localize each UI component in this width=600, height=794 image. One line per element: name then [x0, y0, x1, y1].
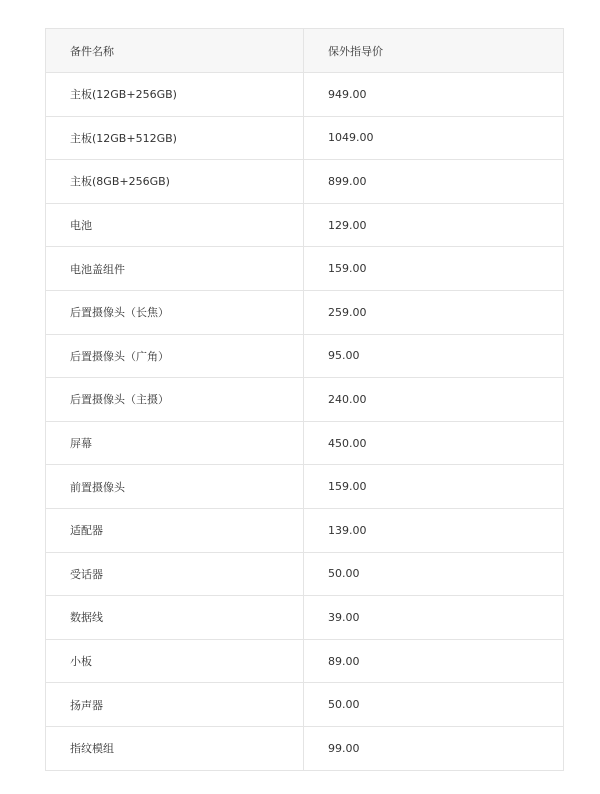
part-name-cell: 前置摄像头: [46, 465, 304, 509]
part-name-cell: 主板(8GB+256GB): [46, 160, 304, 204]
part-name-cell: 后置摄像头（长焦）: [46, 290, 304, 334]
table-row: [46, 596, 564, 640]
part-name-cell: 数据线: [46, 596, 304, 640]
table-row: [46, 465, 564, 509]
table-row: [46, 73, 564, 117]
part-name-cell: 电池: [46, 203, 304, 247]
price-cell: 95.00: [304, 334, 564, 378]
table-row: [46, 508, 564, 552]
part-name-cell: 小板: [46, 639, 304, 683]
table-row: [46, 247, 564, 291]
price-cell: 240.00: [304, 378, 564, 422]
table-row: [46, 639, 564, 683]
part-name-cell: 屏幕: [46, 421, 304, 465]
part-name-cell: 主板(12GB+256GB): [46, 73, 304, 117]
header-part-name: 备件名称: [46, 29, 304, 73]
spare-parts-price-table: [45, 28, 564, 771]
table-row: [46, 421, 564, 465]
table-row: [46, 160, 564, 204]
price-cell: 159.00: [304, 247, 564, 291]
table-body: [46, 73, 564, 771]
price-cell: 39.00: [304, 596, 564, 640]
price-cell: 50.00: [304, 552, 564, 596]
price-cell: 139.00: [304, 508, 564, 552]
price-cell: 450.00: [304, 421, 564, 465]
price-cell: 949.00: [304, 73, 564, 117]
price-cell: 159.00: [304, 465, 564, 509]
part-name-cell: 后置摄像头（主摄）: [46, 378, 304, 422]
table-row: [46, 552, 564, 596]
part-name-cell: 适配器: [46, 508, 304, 552]
part-name-cell: 后置摄像头（广角）: [46, 334, 304, 378]
part-name-cell: 电池盖组件: [46, 247, 304, 291]
price-cell: 89.00: [304, 639, 564, 683]
table-row: [46, 203, 564, 247]
price-cell: 259.00: [304, 290, 564, 334]
header-price: 保外指导价: [304, 29, 564, 73]
price-cell: 129.00: [304, 203, 564, 247]
part-name-cell: 指纹模组: [46, 726, 304, 770]
part-name-cell: 主板(12GB+512GB): [46, 116, 304, 160]
table-row: [46, 116, 564, 160]
table-row: [46, 378, 564, 422]
table-row: [46, 290, 564, 334]
table-header: [46, 29, 564, 73]
price-cell: 1049.00: [304, 116, 564, 160]
price-cell: 50.00: [304, 683, 564, 727]
part-name-cell: 扬声器: [46, 683, 304, 727]
price-cell: 899.00: [304, 160, 564, 204]
price-cell: 99.00: [304, 726, 564, 770]
table-row: [46, 334, 564, 378]
part-name-cell: 受话器: [46, 552, 304, 596]
table-row: [46, 726, 564, 770]
table-row: [46, 683, 564, 727]
table-header-row: [46, 29, 564, 73]
